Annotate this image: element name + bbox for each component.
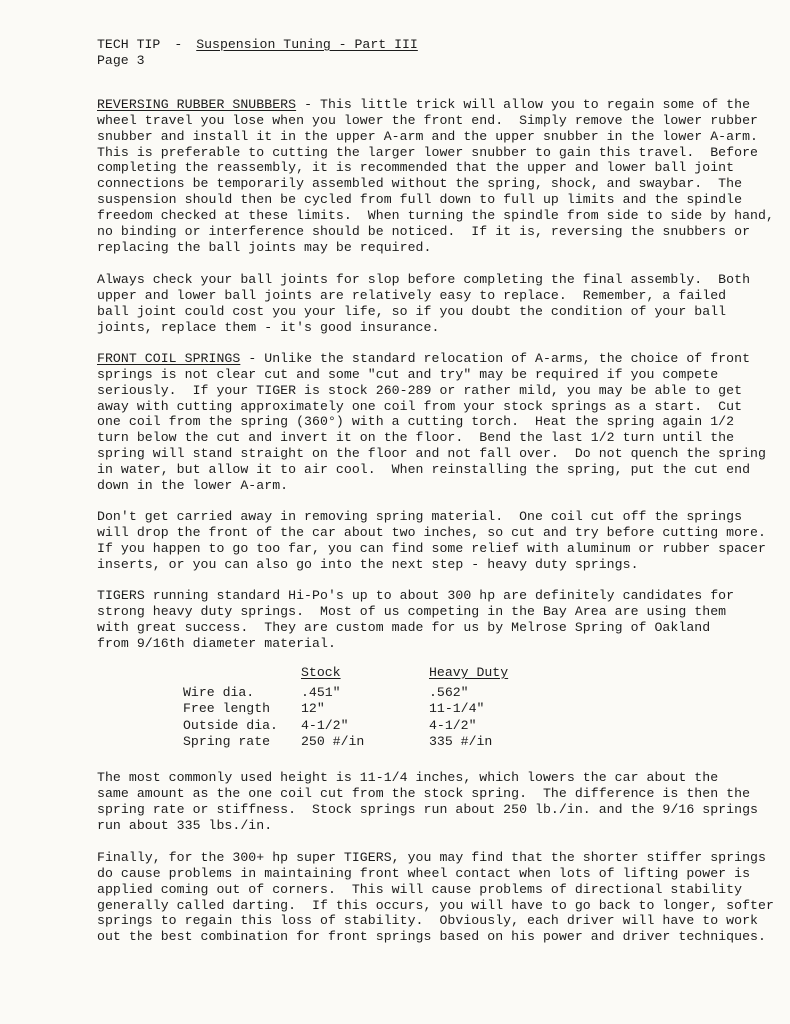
text-line: TIGERS running standard Hi-Po's up to about 300 hp are definitely candidates for [97,588,735,603]
spec-header-heavy-duty: Heavy Duty [429,665,509,680]
spec-stock-value: 4-1/2" [301,717,349,733]
spec-label: Wire dia. [183,685,255,701]
spec-label: Spring rate [183,733,271,749]
spec-header-label [183,665,301,681]
paragraph-height [97,770,769,833]
text-line: generally called darting. If this occurs, you will have to go back to longer, softer [97,897,774,913]
text-line: do cause problems in maintaining front wheel contact when lots of lifting power is [97,865,751,881]
text-line: spring will stand straight on the floor and not fall over. Do not quench the spring [97,446,766,462]
paragraph-ball-joints [97,272,769,335]
spec-table-header [183,665,549,681]
text-line: one coil from the spring (360°) with a cutting torch. Heat the spring again 1/2 [97,414,735,430]
section-heading: FRONT COIL SPRINGS [97,351,241,366]
text-line: turn below the cut and invert it on the floor. Bend the last 1/2 turn until the [97,430,735,446]
header-title: Suspension Tuning - Part III [196,37,418,52]
text-line: - This little trick will allow you to regain some of the [296,97,751,112]
text-line: springs to regain this loss of stability. Obviously, each driver will have to work [97,913,758,929]
text-line: spring rate or stiffness. Stock springs run about 250 lb./in. and the 9/16 springs [97,801,758,817]
text-line: Don't get carried away in removing spring material. One coil cut off the springs [97,509,743,524]
spec-heavy-duty-value: 11-1/4" [429,701,485,717]
text-line: - Unlike the standard relocation of A-arms, the choice of front [240,351,751,366]
text-line: with great success. They are custom made for us by Melrose Spring of Oakland [97,619,711,635]
text-line: Finally, for the 300+ hp super TIGERS, you may find that the shorter stiffer springs [97,850,766,865]
paragraph-first-line [97,97,769,113]
spec-row-spring-rate [183,734,549,750]
header-dash: - [174,37,183,52]
spring-spec-table [183,665,549,750]
text-line: connections be temporarily assembled without the spring, shock, and swaybar. The [97,176,743,192]
paragraph-carried-away [97,509,769,572]
spec-stock-value: .451" [301,685,341,701]
text-line: same amount as the one coil cut from the stock spring. The difference is then the [97,785,751,801]
header-title-line [97,37,418,53]
spec-label: Free length [183,701,271,717]
text-line: from 9/16th diameter material. [97,635,336,651]
section-heading: REVERSING RUBBER SNUBBERS [97,97,297,112]
page-number: Page 3 [97,53,145,68]
spec-row-free-length [183,701,549,717]
text-line: replacing the ball joints may be required. [97,239,432,255]
document-header [97,37,418,69]
text-line: springs is not clear cut and some "cut and try" may be required if you compete [97,366,719,382]
text-line: freedom checked at these limits. When turning the spindle from side to side by hand, [97,207,774,223]
header-label: TECH TIP [97,37,161,52]
spec-heavy-duty-value: 4-1/2" [429,717,477,733]
text-line: If you happen to go too far, you can find some relief with aluminum or rubber spacer [97,540,766,556]
text-line: away with cutting approximately one coil from your stock springs as a start. Cut [97,398,743,414]
paragraph-first-line [97,351,769,367]
text-line: out the best combination for front springs based on his power and driver techniques. [97,929,766,945]
text-line: applied coming out of corners. This will cause problems of directional stability [97,881,743,897]
text-line: inserts, or you can also go into the next step - heavy duty springs. [97,556,639,572]
spec-heavy-duty-value: 335 #/in [429,733,493,749]
spec-heavy-duty-value: .562" [429,685,469,701]
spec-label: Outside dia. [183,717,278,733]
spec-row-wire-dia [183,685,549,701]
text-line: run about 335 lbs./in. [97,817,273,833]
text-line: strong heavy duty springs. Most of us competing in the Bay Area are using them [97,603,727,619]
text-line: joints, replace them - it's good insurance. [97,319,440,335]
text-line: ball joint could cost you your life, so if you doubt the condition of your ball [97,303,727,319]
spec-stock-value: 250 #/in [301,733,365,749]
spec-stock-value: 12" [301,701,325,717]
paragraph-tigers [97,588,769,651]
spec-header-stock: Stock [301,665,341,680]
text-line: snubber and install it in the upper A-arm and the upper snubber in the lower A-arm. [97,128,758,144]
paragraph-reversing-snubbers [97,97,774,255]
text-line: upper and lower ball joints are relatively easy to replace. Remember, a failed [97,287,727,303]
text-line: no binding or interference should be noticed. If it is, reversing the snubbers or [97,223,751,239]
text-line: wheel travel you lose when you lower the front end. Simply remove the lower rubber [97,112,758,128]
paragraph-front-coil-springs [97,351,769,494]
text-line: This is preferable to cutting the larger lower snubber to gain this travel. Before [97,144,758,160]
paragraph-finally [97,850,774,945]
text-line: will drop the front of the car about two inches, so cut and try before cutting more. [97,524,766,540]
text-line: seriously. If your TIGER is stock 260-289 or rather mild, you may be able to get [97,382,743,398]
text-line: in water, but allow it to air cool. When reinstalling the spring, put the cut end [97,461,751,477]
text-line: completing the reassembly, it is recommended that the upper and lower ball joint [97,160,735,176]
text-line: down in the lower A-arm. [97,477,289,493]
text-line: suspension should then be cycled from full down to full up limits and the spindle [97,192,743,208]
text-line: The most commonly used height is 11-1/4 inches, which lowers the car about the [97,770,719,785]
spec-row-outside-dia [183,718,549,734]
text-line: Always check your ball joints for slop before completing the final assembly. Both [97,272,751,287]
